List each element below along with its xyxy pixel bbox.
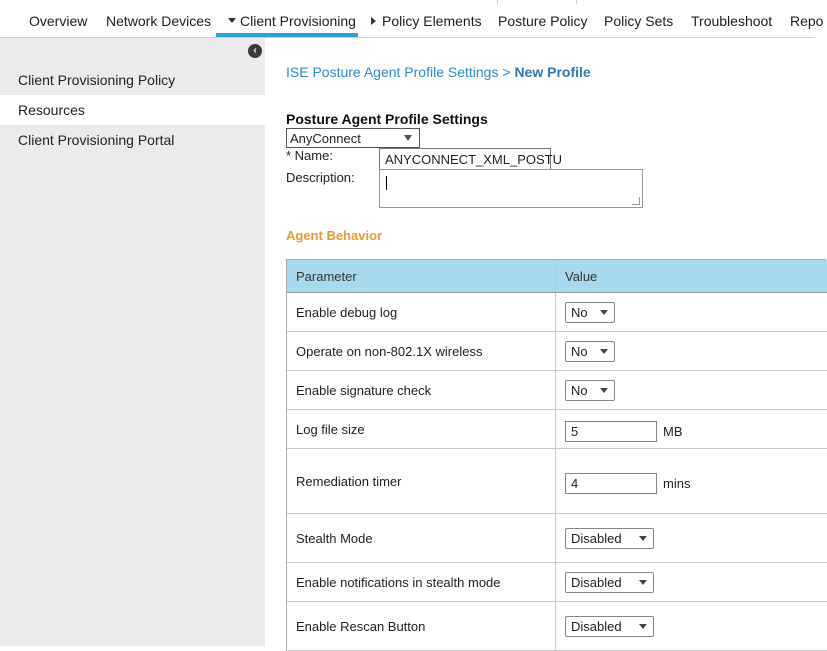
column-header-parameter: Parameter [287,260,556,292]
log-file-size-input[interactable]: 5 [565,421,657,442]
sidebar-item-client-provisioning-portal[interactable]: Client Provisioning Portal [18,132,175,148]
chevron-down-icon [639,580,647,585]
param-label: Enable signature check [287,371,556,409]
tab-policy-sets[interactable]: Policy Sets [604,13,674,29]
text-cursor [386,176,387,190]
value-cell [556,563,827,601]
top-navigation [0,0,824,38]
description-field[interactable] [379,169,643,208]
chevron-left-icon[interactable]: ‹ [248,44,262,58]
chevron-down-icon [600,310,608,315]
value-cell [556,602,827,650]
select-value: Disabled [571,530,622,546]
value-cell [556,371,827,409]
remediation-timer-input[interactable]: 4 [565,473,657,494]
breadcrumb-parent-link[interactable]: ISE Posture Agent Profile Settings [286,64,499,80]
tab-client-provisioning[interactable] [228,13,356,29]
table-row [287,371,827,410]
table-row [287,602,827,651]
chevron-down-icon [404,135,412,141]
param-label: Enable notifications in stealth mode [287,563,556,601]
chevron-right-icon [371,17,376,25]
tab-posture-policy[interactable]: Posture Policy [498,13,588,29]
tab-policy-elements-label: Policy Elements [382,13,482,29]
sidebar-item-client-provisioning-policy[interactable]: Client Provisioning Policy [18,72,176,88]
table-header [287,260,827,293]
agent-behavior-table [286,259,826,651]
tab-network-devices[interactable]: Network Devices [106,13,212,29]
resize-grip-icon[interactable] [632,197,640,205]
select-value: Disabled [571,574,622,590]
select-value: No [571,382,588,398]
table-row [287,293,827,332]
table-row [287,514,827,563]
param-label: Enable debug log [287,293,556,331]
tab-reports[interactable]: Repo [790,13,824,29]
breadcrumb [286,64,591,80]
chevron-down-icon [600,349,608,354]
signature-check-select[interactable] [565,380,615,401]
value-cell [556,449,827,513]
enable-debug-log-select[interactable] [565,302,615,323]
agent-behavior-heading: Agent Behavior [286,228,383,243]
active-tab-indicator [216,33,358,37]
param-label: Stealth Mode [287,514,556,562]
select-value: No [571,304,588,320]
section-title: Posture Agent Profile Settings [286,111,488,127]
tab-client-provisioning-label: Client Provisioning [240,13,356,29]
table-row [287,563,827,602]
tab-troubleshoot[interactable]: Troubleshoot [691,13,773,29]
value-cell [556,514,827,562]
sidebar [0,38,265,646]
unit-label: MB [663,423,683,439]
sidebar-item-resources[interactable]: Resources [0,95,265,125]
tab-overview[interactable]: Overview [29,13,88,29]
chevron-down-icon [639,536,647,541]
agent-type-select[interactable] [286,128,420,148]
chevron-down-icon [228,18,236,23]
param-label: Enable Rescan Button [287,602,556,650]
value-cell [556,332,827,370]
value-cell [556,293,827,331]
stealth-notifications-select[interactable] [565,572,654,593]
breadcrumb-separator: > [502,64,511,80]
stealth-mode-select[interactable] [565,528,654,549]
param-label: Operate on non-802.1X wireless [287,332,556,370]
column-header-value: Value [565,268,598,284]
select-value: Disabled [571,618,622,634]
description-label: Description: [286,170,355,185]
table-row [287,410,827,449]
breadcrumb-current: New Profile [514,64,591,80]
select-value: No [571,343,588,359]
agent-type-value: AnyConnect [290,131,361,146]
name-field[interactable]: ANYCONNECT_XML_POSTU [379,148,551,170]
param-label: Log file size [287,410,556,448]
tab-policy-elements[interactable] [371,13,482,29]
value-cell [556,410,827,448]
non-8021x-wireless-select[interactable] [565,341,615,362]
tab-strip-divider [497,0,577,4]
unit-label: mins [663,476,691,491]
chevron-down-icon [639,624,647,629]
rescan-button-select[interactable] [565,616,654,637]
param-label: Remediation timer [287,449,556,513]
table-row [287,332,827,371]
name-label: * Name: [286,148,333,163]
table-row [287,449,827,514]
chevron-down-icon [600,388,608,393]
